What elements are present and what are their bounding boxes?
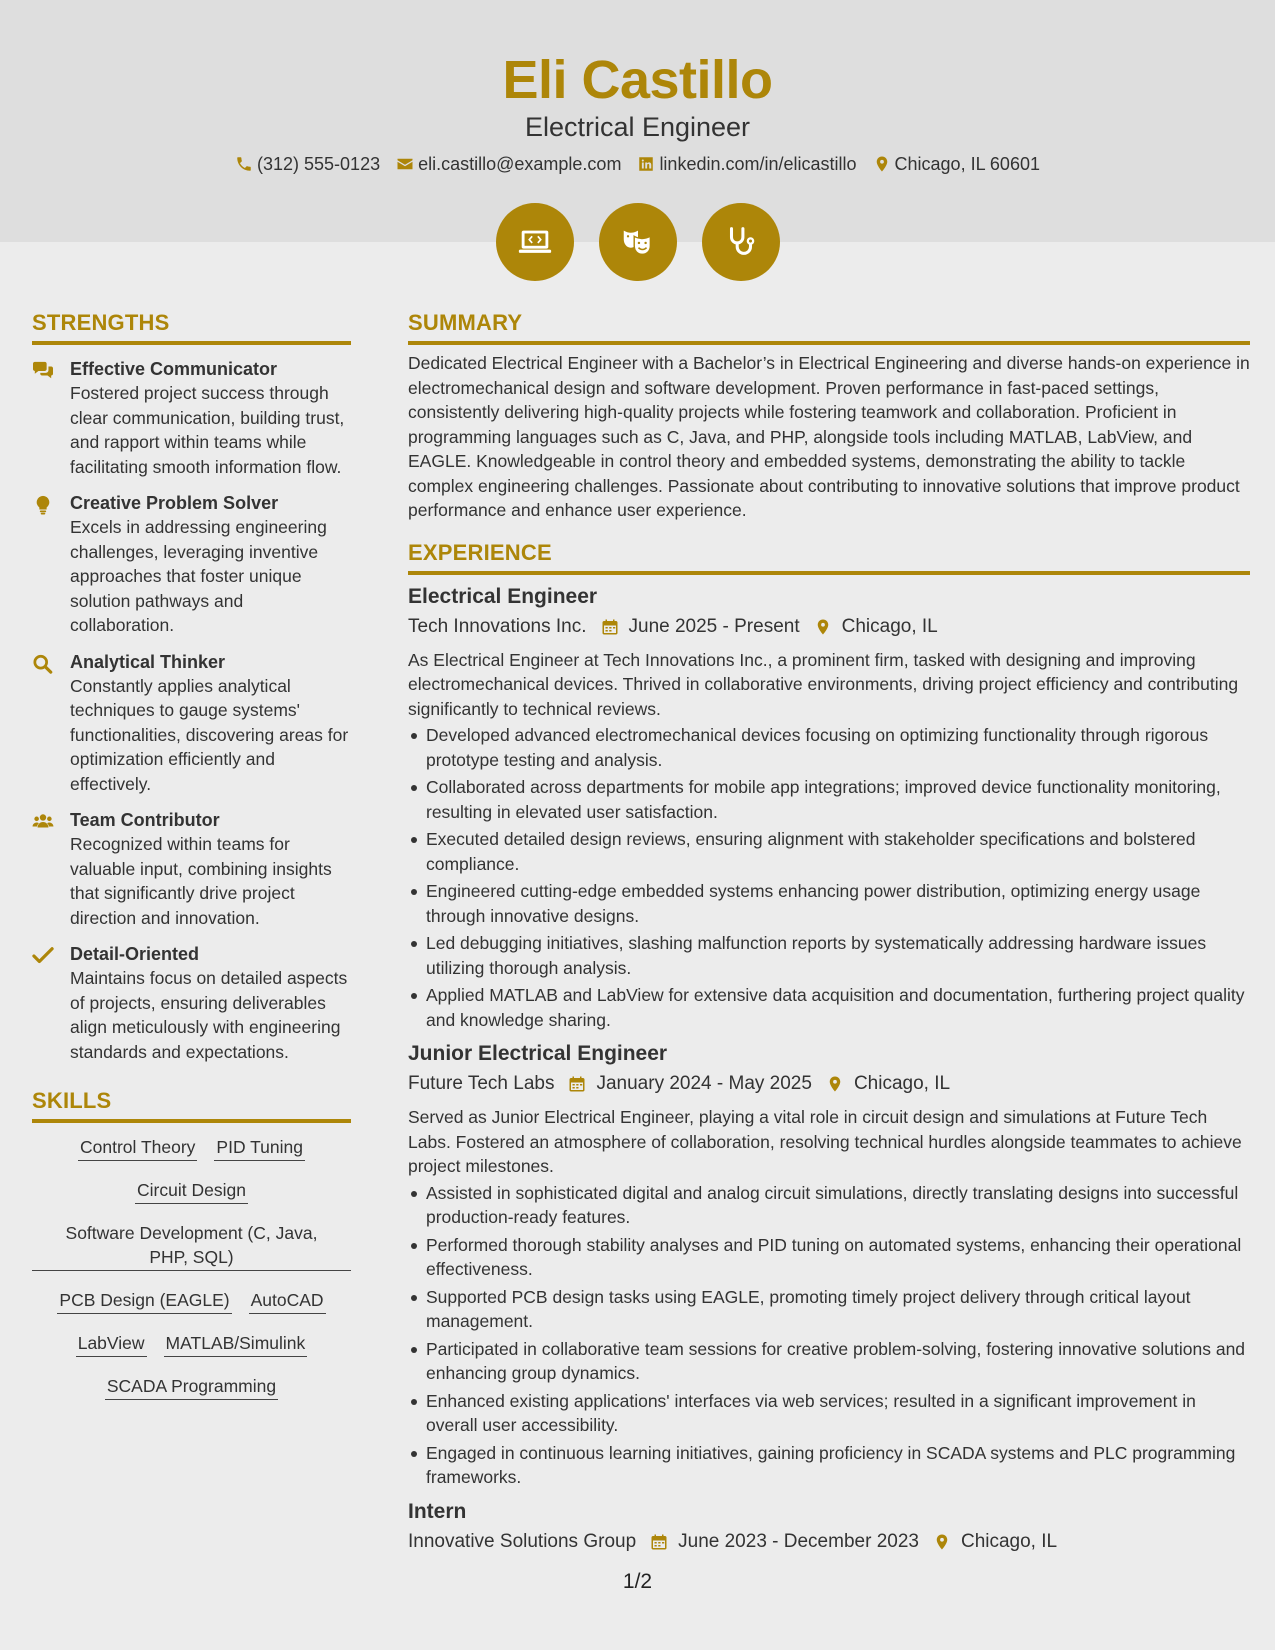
- lightbulb-icon: [32, 495, 54, 515]
- job-entry: [408, 1498, 1250, 1555]
- summary-heading: SUMMARY: [408, 309, 1250, 345]
- job-dates: June 2023 - December 2023: [678, 1530, 919, 1552]
- job-location: Chicago, IL: [960, 1530, 1058, 1552]
- calendar-icon: [650, 1533, 668, 1551]
- phone-icon: [235, 155, 253, 173]
- left-column: [32, 309, 351, 1417]
- strength-title: Detail-Oriented: [70, 944, 200, 964]
- strength-item: [32, 650, 351, 797]
- job-title: Intern: [408, 1499, 467, 1523]
- job-dates: June 2025 - Present: [628, 615, 800, 637]
- right-column: [408, 309, 1250, 1555]
- strength-title: Creative Problem Solver: [70, 493, 279, 513]
- bullet-item: Engineered cutting-edge embedded systems enhancing power distribution, optimizing energy usage through innovative designs.: [408, 879, 1250, 928]
- job-description: Served as Junior Electrical Engineer, playing a vital role in circuit design and simulations at Future Tech Labs. Fostered an atmosphere of collaboration, resolving technical hurdles alongside teammates to achieve project milestones.: [408, 1107, 1242, 1176]
- strength-item: [32, 491, 351, 638]
- laptop-code-icon: [516, 223, 554, 261]
- bullet-item: Developed advanced electromechanical devices focusing on optimizing functionality through rigorous prototype testing and analysis.: [408, 723, 1250, 772]
- stethoscope-badge: [702, 203, 780, 281]
- skill-tag: LabView: [76, 1331, 147, 1357]
- strength-item: [32, 808, 351, 930]
- theater-masks-icon: [619, 223, 657, 261]
- bullet-item: Engaged in continuous learning initiatives, gaining proficiency in SCADA systems and PLC programming frameworks.: [408, 1441, 1250, 1490]
- job-meta: [408, 614, 1250, 640]
- bullet-item: Assisted in sophisticated digital and analog circuit simulations, directly translating designs into successful production-ready features.: [408, 1181, 1250, 1230]
- comments-icon: [32, 361, 54, 381]
- bullet-item: Performed thorough stability analyses and PID tuning on automated systems, enhancing their operational effectiveness.: [408, 1233, 1250, 1282]
- map-pin-icon: [933, 1533, 951, 1551]
- strength-desc: Fostered project success through clear communication, building trust, and rapport within teams while facilitating smooth information flow.: [70, 383, 345, 477]
- bullet-item: Participated in collaborative team sessions for creative problem-solving, fostering innovative solutions and enhancing group dynamics.: [408, 1337, 1250, 1386]
- bullet-item: Enhanced existing applications' interfaces via web services; resulted in a significant improvement in overall user accessibility.: [408, 1389, 1250, 1438]
- contact-linkedin[interactable]: [637, 152, 856, 176]
- contact-email[interactable]: [396, 152, 621, 176]
- skills-heading: SKILLS: [32, 1087, 351, 1123]
- bullet-item: Applied MATLAB and LabView for extensive data acquisition and documentation, furthering project quality and knowledge sharing.: [408, 983, 1250, 1032]
- users-icon: [32, 812, 54, 832]
- contact-location: [873, 152, 1040, 176]
- job-meta: [408, 1529, 1250, 1555]
- job-meta: [408, 1071, 1250, 1097]
- candidate-name: Eli Castillo: [502, 50, 773, 110]
- linkedin-icon: [637, 155, 655, 173]
- contact-phone[interactable]: [235, 152, 380, 176]
- strength-title: Team Contributor: [70, 810, 220, 830]
- skill-tag: MATLAB/Simulink: [164, 1331, 308, 1357]
- calendar-icon: [601, 618, 619, 636]
- job-title: Electrical Engineer: [408, 584, 598, 608]
- strength-desc: Constantly applies analytical techniques to gauge systems' functionalities, discovering areas for optimization efficiently and effectively.: [70, 675, 349, 794]
- map-pin-icon: [873, 155, 891, 173]
- skill-tag: Software Development (C, Java, PHP, SQL): [32, 1221, 351, 1271]
- interest-icons: [0, 203, 1275, 281]
- job-bullets: [408, 723, 1250, 1032]
- job-location: Chicago, IL: [841, 615, 938, 637]
- contact-bar: [0, 152, 1275, 176]
- skill-tag: PCB Design (EAGLE): [57, 1288, 231, 1314]
- bullet-item: Executed detailed design reviews, ensuring alignment with stakeholder specifications and bolstered compliance.: [408, 827, 1250, 876]
- job-title-headline: Electrical Engineer: [524, 112, 751, 142]
- skill-tag: AutoCAD: [249, 1288, 326, 1314]
- job-entry: [408, 1040, 1250, 1490]
- job-title: Junior Electrical Engineer: [408, 1042, 668, 1065]
- skill-tag: SCADA Programming: [105, 1374, 278, 1400]
- strength-desc: Excels in addressing engineering challenges, leveraging inventive approaches that foster unique solution pathways and collaboration.: [70, 517, 327, 635]
- laptop-code-badge: [496, 203, 574, 281]
- job-company: Future Tech Labs: [408, 1073, 555, 1094]
- job-dates: January 2024 - May 2025: [596, 1073, 812, 1094]
- strength-title: Effective Communicator: [70, 359, 278, 379]
- job-location: Chicago, IL: [853, 1073, 951, 1094]
- strength-item: [32, 357, 351, 479]
- strengths-heading: STRENGTHS: [32, 309, 351, 345]
- contact-phone-text: (312) 555-0123: [257, 154, 381, 174]
- job-bullets: [408, 1181, 1250, 1490]
- strength-title: Analytical Thinker: [70, 651, 226, 672]
- contact-linkedin-text: linkedin.com/in/elicastillo: [659, 154, 857, 174]
- skill-tag: Circuit Design: [135, 1178, 248, 1204]
- job-company: Innovative Solutions Group: [408, 1530, 637, 1552]
- check-icon: [32, 946, 54, 966]
- contact-email-text: eli.castillo@example.com: [418, 154, 622, 174]
- bullet-item: Led debugging initiatives, slashing malfunction reports by systematically addressing hardware issues utilizing thorough analysis.: [408, 931, 1250, 980]
- map-pin-icon: [826, 1075, 844, 1093]
- theater-masks-badge: [599, 203, 677, 281]
- map-pin-icon: [814, 618, 832, 636]
- page-number: 1/2: [622, 1570, 653, 1593]
- bullet-item: Collaborated across departments for mobile app integrations; improved device functionality monitoring, resulting in elevated user satisfaction.: [408, 775, 1250, 824]
- skill-tag: PID Tuning: [214, 1135, 305, 1161]
- skills-list: [32, 1135, 351, 1400]
- strength-desc: Maintains focus on detailed aspects of projects, ensuring deliverables align meticulously with engineering standards and expectations.: [70, 968, 348, 1062]
- bullet-item: Supported PCB design tasks using EAGLE, promoting timely project delivery through critical layout management.: [408, 1285, 1250, 1334]
- strength-item: [32, 942, 351, 1064]
- summary-text: Dedicated Electrical Engineer with a Bachelor’s in Electrical Engineering and diverse hands-on experience in electromechanical design and software development. Proven performance in fast-paced settings, consistently delivering high-quality projects while fostering teamwork and collaboration. Proficient in programming languages such as C, Java, and PHP, alongside tools including MATLAB, LabView, and EAGLE. Knowledgeable in control theory and embedded systems, demonstrating the ability to tackle complex engineering challenges. Passionate about contributing to innovative solutions that improve product performance and enhance user experience.: [408, 353, 1250, 520]
- envelope-icon: [396, 155, 414, 173]
- calendar-icon: [568, 1075, 586, 1093]
- contact-location-text: Chicago, IL 60601: [894, 154, 1040, 174]
- job-description: As Electrical Engineer at Tech Innovations Inc., a prominent firm, tasked with designing and improving electromechanical devices. Thrived in collaborative environments, driving project efficiency and contributing significantly to technical reviews.: [408, 649, 1239, 719]
- experience-heading: EXPERIENCE: [408, 539, 1250, 575]
- stethoscope-icon: [722, 223, 760, 261]
- skill-tag: Control Theory: [78, 1135, 197, 1161]
- search-icon: [32, 654, 54, 674]
- job-company: Tech Innovations Inc.: [408, 615, 587, 637]
- strength-desc: Recognized within teams for valuable input, combining insights that significantly drive project direction and innovation.: [70, 834, 332, 928]
- job-entry: [408, 583, 1250, 1033]
